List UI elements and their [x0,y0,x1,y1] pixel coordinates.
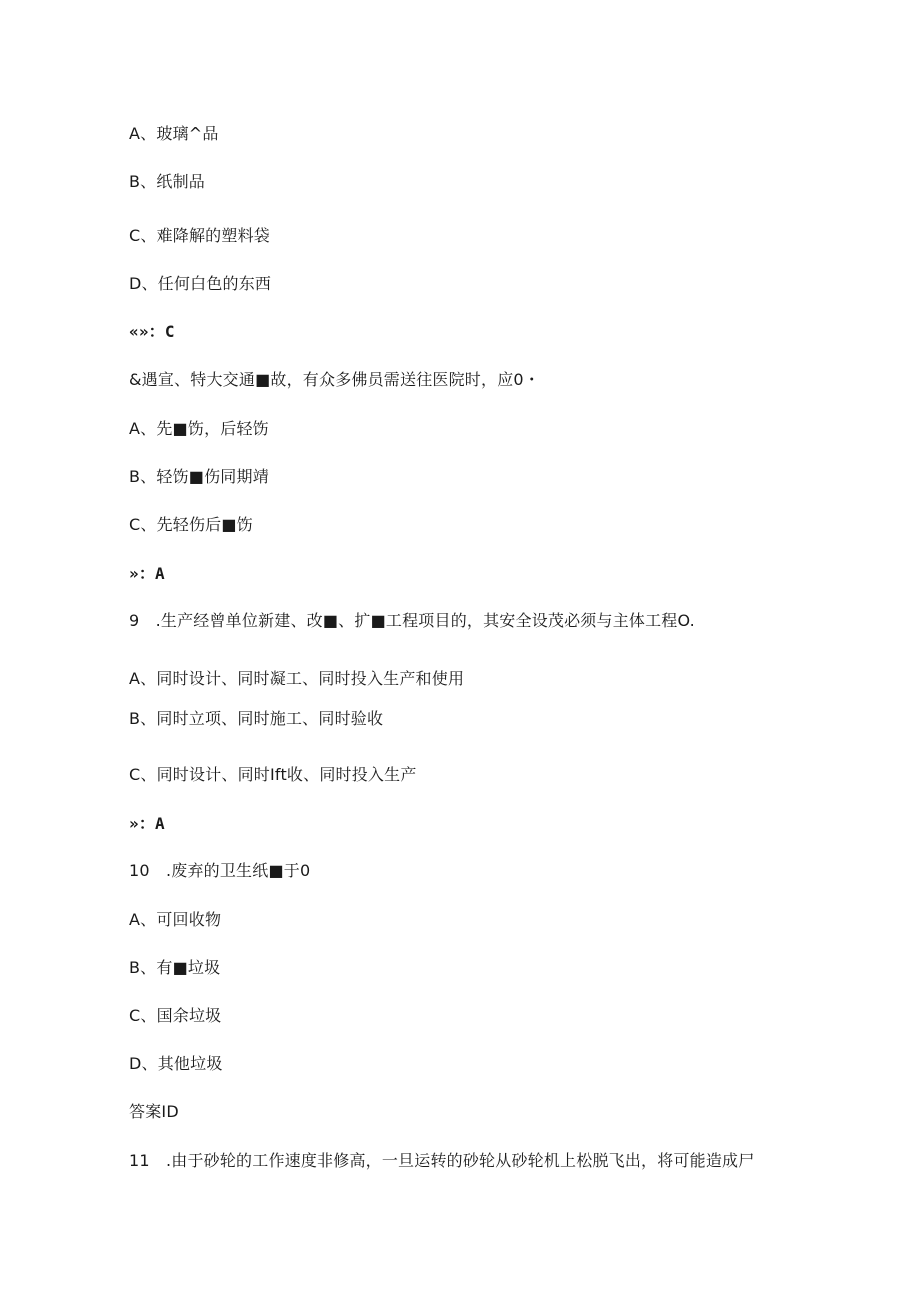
question-line: &遇宣、特大交通■故，有众多佛员需送往医院时，应0・ [129,370,540,389]
option-c-line: C、先轻伤后■饬 [129,515,253,534]
question-11-line: 11 .由于砂轮的工作速度非修高，一旦运转的砂轮从砂轮机上松脱飞出，将可能造成尸 [129,1151,755,1170]
option-b-line: B、纸制品 [129,172,205,191]
answer-line: 答案ID [129,1102,179,1121]
option-c-line: C、国余垃圾 [129,1006,222,1025]
answer-line: »：A [129,814,165,833]
option-c-line: C、同时设计、同时Ift收、同时投入生产 [129,765,417,784]
question-9-line: 9 .生产经曾单位新建、改■、扩■工程项目的，其安全设茂必须与主体工程O. [129,611,695,630]
option-a-line: A、同时设计、同时凝工、同时投入生产和使用 [129,669,465,688]
option-c-line: C、难降解的塑料袋 [129,226,270,245]
question-10-line: 10 .废弃的卫生纸■于0 [129,861,311,880]
option-d-line: D、其他垃圾 [129,1054,223,1073]
answer-line: «»：C [129,322,175,341]
option-b-line: B、轻饬■伤同期靖 [129,467,269,486]
option-b-line: B、同时立项、同时施工、同时验收 [129,709,384,728]
option-a-line: A、可回收物 [129,910,222,929]
option-b-line: B、有■垃圾 [129,958,221,977]
answer-line: »：A [129,564,165,583]
option-a-line: A、先■饬，后轻饬 [129,419,269,438]
option-a-line: A、玻璃^品 [129,124,219,143]
option-d-line: D、任何白色的东西 [129,274,272,293]
